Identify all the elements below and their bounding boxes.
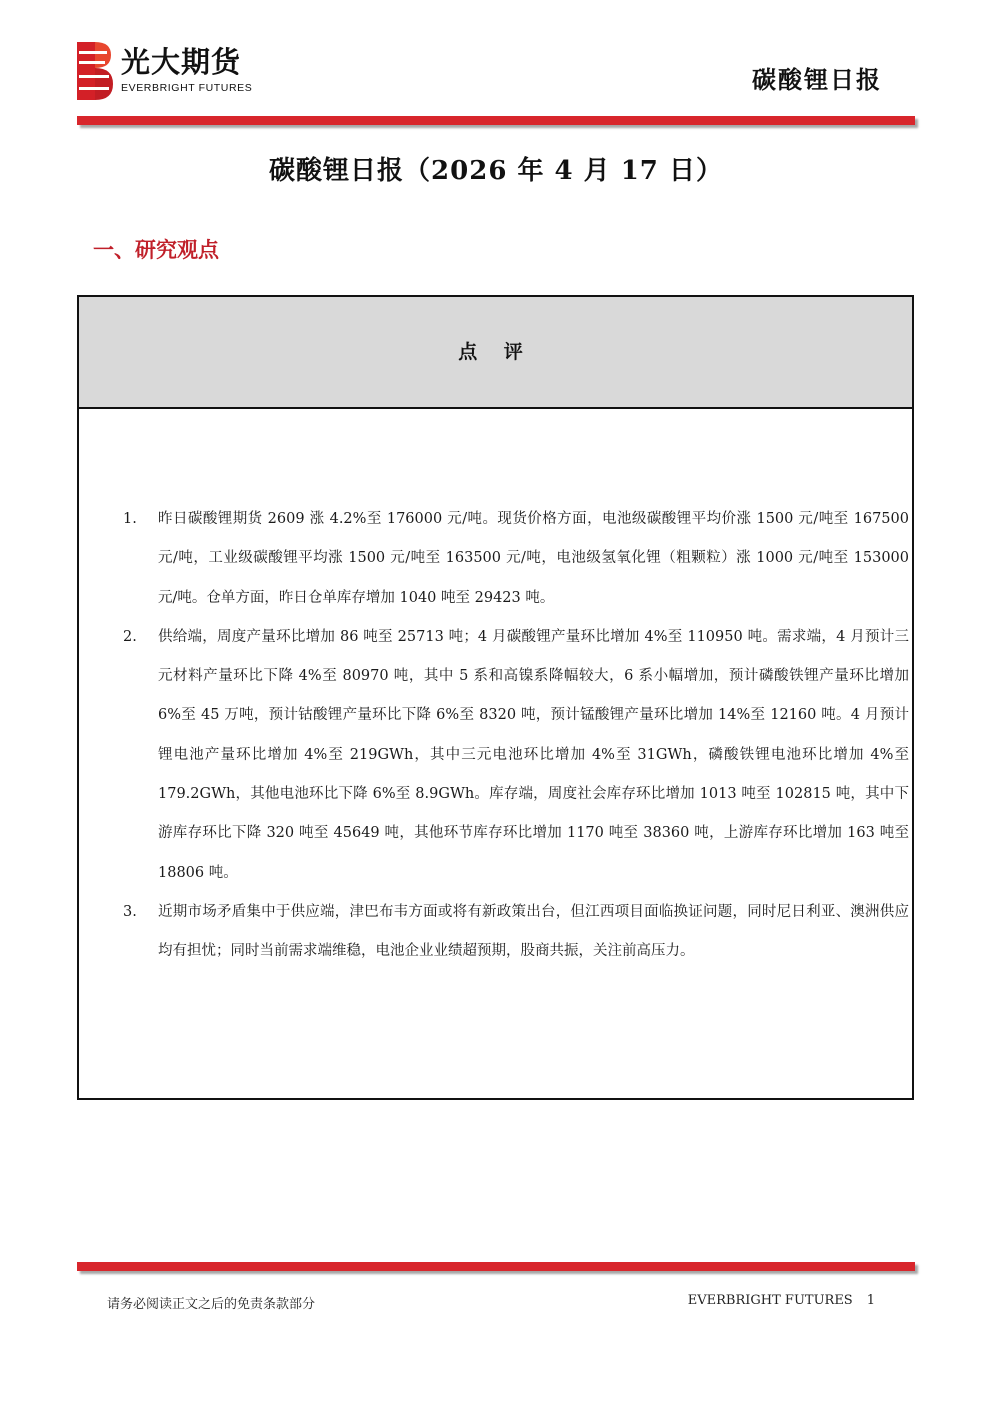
report-title: 碳酸锂日报（2026 年 4 月 17 日） xyxy=(269,156,723,186)
logo-english-name: EVERBRIGHT FUTURES xyxy=(121,82,253,94)
logo-chinese-name: 光大期货 xyxy=(121,45,242,79)
comment-point-3 xyxy=(123,893,909,972)
footer-brand-block xyxy=(688,1293,875,1308)
point-number: 2. xyxy=(123,628,137,645)
point-number: 3. xyxy=(123,903,137,920)
header-divider xyxy=(77,116,915,125)
header-report-name: 碳酸锂日报 xyxy=(752,66,882,94)
point-text: 近期市场矛盾集中于供应端，津巴布韦方面或将有新政策出台，但江西项目面临换证问题，同时尼日利亚、澳洲供应均有担忧；同时当前需求端维稳，电池企业业绩超预期，股商共振，关注前高压力。 xyxy=(158,903,909,960)
point-text: 昨日碳酸锂期货 2609 涨 4.2%至 176000 元/吨。现货价格方面，电池级碳酸锂平均价涨 1500 元/吨至 167500 元/吨，工业级碳酸锂平均涨 1500 元/吨至 163500 元/吨，电池级氢氧化锂（粗颗粒）涨 1000 元/吨至 153000 元/吨。仓单方面，昨日仓单库存增加 1040 吨至 29423 吨。 xyxy=(158,511,909,606)
point-number: 1. xyxy=(123,511,137,527)
comment-box-header xyxy=(79,297,912,409)
comment-point-2 xyxy=(123,618,909,893)
footer-disclaimer: 请务必阅读正文之后的免责条款部分 xyxy=(107,1297,316,1312)
comment-box xyxy=(77,295,914,1100)
everbright-logo-icon xyxy=(77,42,113,100)
company-logo xyxy=(77,42,317,100)
footer-divider xyxy=(77,1262,915,1271)
comment-box-label: 点 评 xyxy=(458,341,533,363)
comment-points-list xyxy=(123,500,909,972)
comment-point-1 xyxy=(123,500,909,618)
page-number: 1 xyxy=(866,1293,875,1308)
footer-brand: EVERBRIGHT FUTURES xyxy=(687,1293,853,1308)
section-heading: 一、研究观点 xyxy=(93,238,219,262)
point-text: 供给端，周度产量环比增加 86 吨至 25713 吨；4 月碳酸锂产量环比增加 4%至 110950 吨。需求端，4 月预计三元材料产量环比下降 4%至 80970 吨，其中 5 系和高镍系降幅较大，6 系小幅增加，预计磷酸铁锂产量环比增加 6%至 45 万吨，预计钴酸锂产量环比下降 6%至 8320 吨，预计锰酸锂产量环比增加 14%至 12160 吨。4 月预计锂电池产量环比增加 4%至 219GWh，其中三元电池环比增加 4%至 31GWh，磷酸铁锂电池环比增加 4%至 179.2GWh，其他电池环比下降 6%至 8.9GWh。库存端，周度社会库存环比增加 1013 吨至 102815 吨，其中下游库存环比下降 320 吨至 45649 吨，其他环节库存环比增加 1170 吨至 38360 吨，上游库存环比增加 163 吨至 18806 吨。 xyxy=(158,628,909,881)
